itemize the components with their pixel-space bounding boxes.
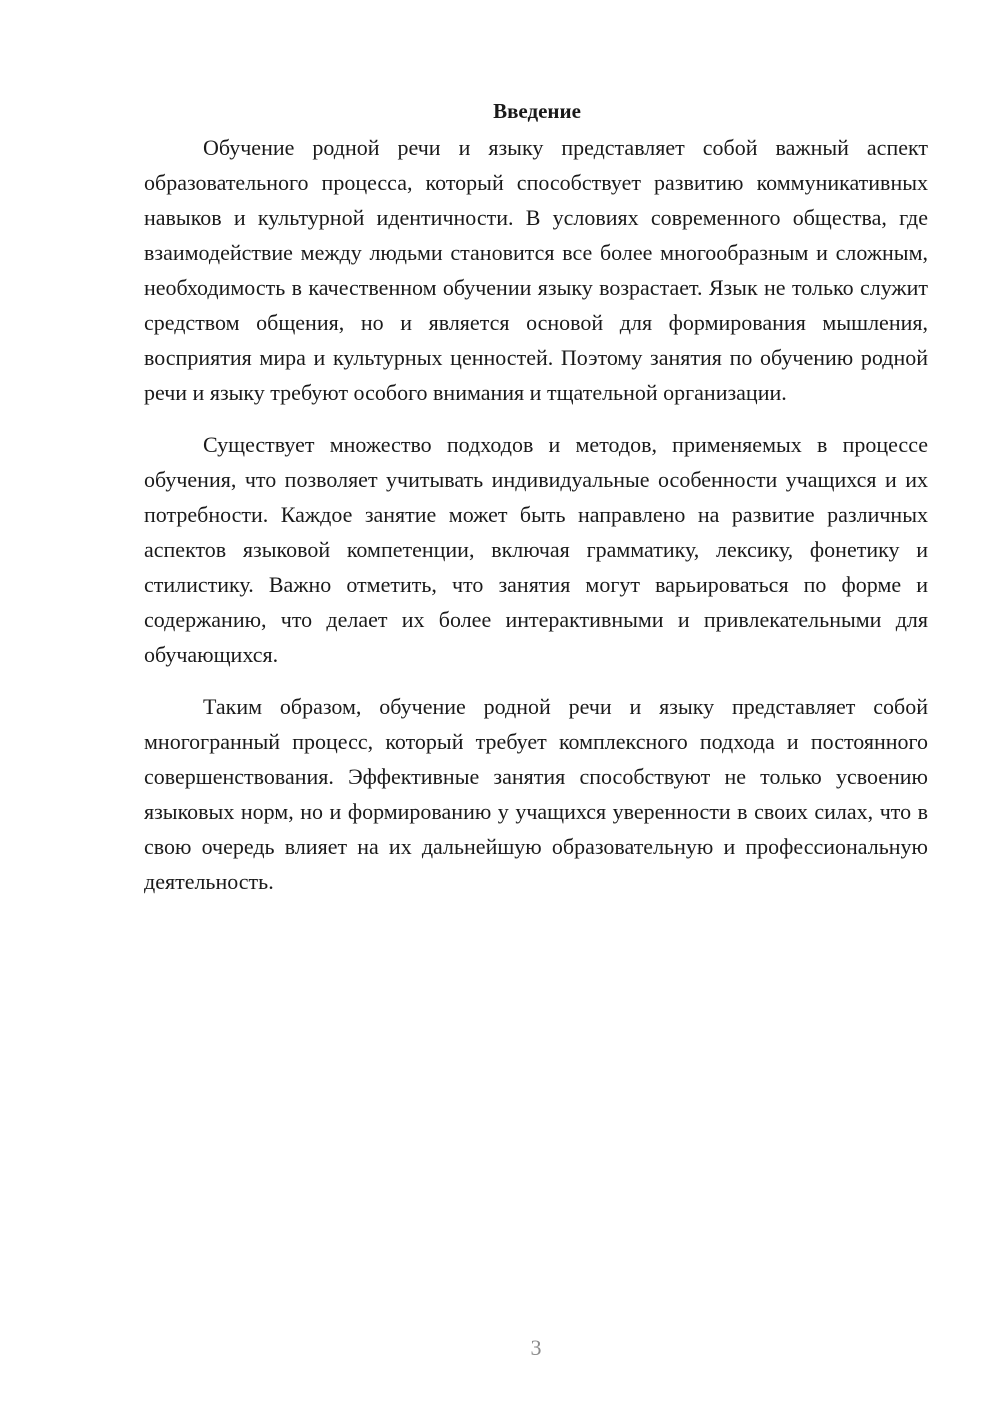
page-content <box>144 96 928 899</box>
page-number: 3 <box>530 1335 542 1360</box>
section-heading: Введение <box>493 99 581 123</box>
paragraph-3: Таким образом, обучение родной речи и языку представляет собой многогранный процесс, который требует комплексного подхода и постоянного совершенствования. Эффективные занятия способствуют не только усвоению языковых норм, но и формированию у учащихся уверенности в своих силах, что в свою очередь влияет на их дальнейшую образовательную и профессиональную деятельность. <box>144 694 928 894</box>
paragraph-2: Существует множество подходов и методов, применяемых в процессе обучения, что позволяет учитывать индивидуальные особенности учащихся и их потребности. Каждое занятие может быть направлено на развитие различных аспектов языковой компетенции, включая грамматику, лексику, фонетику и стилистику. Важно отметить, что занятия могут варьироваться по форме и содержанию, что делает их более интерактивными и привлекательными для обучающихся. <box>144 432 928 667</box>
paragraph-1: Обучение родной речи и языку представляет собой важный аспект образовательного процесса, который способствует развитию коммуникативных навыков и культурной идентичности. В условиях современного общества, где взаимодействие между людьми становится все более многообразным и сложным, необходимость в качественном обучении языку возрастает. Язык не только служит средством общения, но и является основой для формирования мышления, восприятия мира и культурных ценностей. Поэтому занятия по обучению родной речи и языку требуют особого внимания и тщательной организации. <box>144 135 928 405</box>
